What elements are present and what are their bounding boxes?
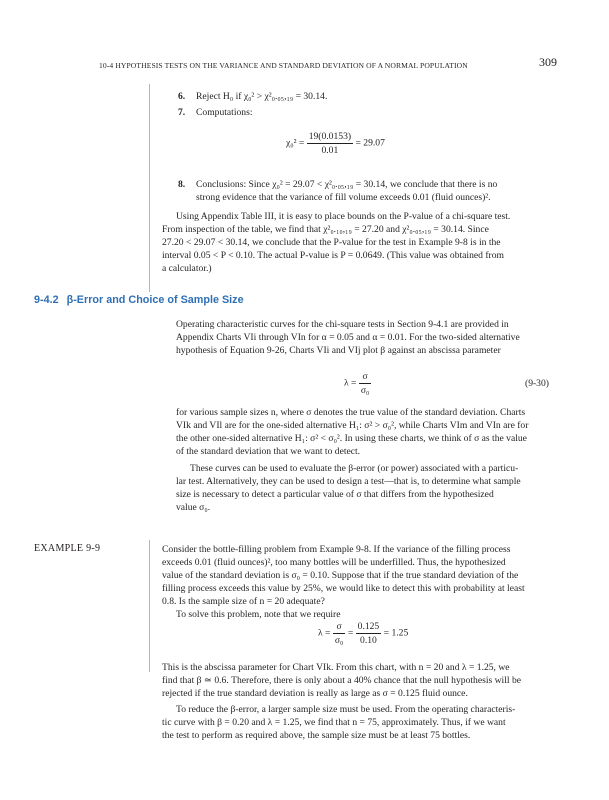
- fraction: [356, 620, 382, 647]
- text-line: From inspection of the table, we find that χ²₀.₁₀,₁₉ = 27.20 and χ²₀.₀₅,₁₉ = 30.14. Since: [162, 224, 489, 235]
- equation-9-30: [344, 370, 371, 397]
- section-title: β-Error and Choice of Sample Size: [66, 294, 244, 306]
- fraction-numerator: 19(0.0153): [308, 131, 352, 142]
- fraction: [359, 370, 372, 397]
- fraction-numerator: 0.125: [357, 621, 380, 632]
- text-line: 27.20 < 29.07 < 30.14, we conclude that the P-value for the test in Example 9-8 is in the: [162, 237, 501, 248]
- equation-equals: =: [347, 627, 354, 639]
- left-margin-rule: [149, 84, 150, 292]
- fraction: [307, 130, 353, 157]
- step-6: [178, 90, 327, 103]
- running-title: 10-4 HYPOTHESIS TESTS ON THE VARIANCE AND STANDARD DEVIATION OF A NORMAL POPULATION: [99, 61, 468, 70]
- equation-rhs: = 29.07: [355, 137, 385, 149]
- text-line: the other one-sided alternative H₁: σ² < σ₀². In using these charts, we think of σ as the value: [176, 433, 527, 444]
- text-line: find that β ≃ 0.6. Therefore, there is only about a 40% chance that the null hypothesis will be: [162, 675, 521, 686]
- text-line: value σ₀.: [176, 502, 211, 513]
- running-header: [99, 57, 557, 71]
- paragraph-sample-sizes: [176, 406, 557, 458]
- text-line: tic curve with β = 0.20 and λ = 1.25, we find that n = 75, approximately. Thus, if we want: [162, 717, 506, 728]
- paragraph-chart-result: [162, 661, 557, 700]
- step-7: [178, 106, 253, 119]
- text-line: exceeds 0.01 (fluid ounces)², too many bottles will be underfilled. Thus, the hypothesized: [162, 557, 506, 568]
- text-line: interval 0.05 < P < 0.10. The actual P-value is P = 0.0649. (This value was obtained from: [162, 250, 505, 261]
- section-heading: [34, 294, 244, 307]
- fraction-denominator: 0.10: [360, 635, 377, 646]
- equation-lhs: χ₀² =: [286, 137, 305, 149]
- section-number: 9-4.2: [34, 294, 59, 306]
- text-line: of the standard deviation that we want to detect.: [176, 446, 361, 457]
- text-line: lar test. Alternatively, they can be used to design a test—that is, to determine what sample: [176, 476, 521, 487]
- text-line: a calculator.): [162, 263, 212, 274]
- text-line: Operating characteristic curves for the chi-square tests in Section 9-4.1 are provided in: [176, 319, 509, 330]
- text-line: value of the standard deviation is σ₀ = 0.10. Suppose that if the true standard deviation of the: [162, 570, 519, 581]
- example-margin-rule: [149, 540, 150, 672]
- example-label: EXAMPLE 9-9: [34, 543, 101, 554]
- text-line: VIk and VIl are for the one-sided alternative H₁: σ² > σ₀², while Charts VIm and VIn are for: [176, 420, 529, 431]
- text-line: Using Appendix Table III, it is easy to place bounds on the P-value of a chi-square test.: [176, 211, 511, 222]
- text-line: To solve this problem, note that we require: [176, 609, 341, 620]
- text-line: These curves can be used to evaluate the β-error (or power) associated with a particu-: [190, 463, 519, 474]
- paragraph-oc-curves: [176, 318, 557, 357]
- equation-rhs: = 1.25: [383, 627, 409, 639]
- step-8-continuation: [196, 191, 491, 204]
- text-line: Appendix Charts VIi through VIn for α = 0.05 and α = 0.01. For the two-sided alternative: [176, 332, 520, 343]
- fraction-denominator: σ₀: [360, 385, 370, 396]
- step-number: 6.: [178, 91, 186, 102]
- equation-lhs: λ =: [318, 627, 331, 639]
- equation-lhs: λ =: [344, 377, 357, 389]
- step-text: Reject H₀ if χ₀² > χ²₀.₀₅,₁₉ = 30.14.: [196, 91, 328, 102]
- fraction-denominator: 0.01: [321, 145, 339, 156]
- text-line: Consider the bottle-filling problem from Example 9-8. If the variance of the filling process: [162, 544, 511, 555]
- equation-chi-square: [286, 130, 385, 157]
- text-line: filling process exceeds this value by 25%, we would like to detect this with probability at least: [162, 583, 525, 594]
- text-line: for various sample sizes n, where σ denotes the true value of the standard deviation. Charts: [176, 407, 526, 418]
- text-line: hypothesis of Equation 9-26, Charts VIi and VIj plot β against an abscissa parameter: [176, 345, 501, 356]
- fraction-numerator: σ: [333, 620, 346, 634]
- equation-number: (9-30): [525, 378, 549, 389]
- fraction: [333, 620, 346, 647]
- text-line: the test to perform as required above, the sample size must be at least 75 bottles.: [162, 730, 471, 741]
- equation-lambda: [318, 620, 408, 647]
- example-body: [162, 543, 557, 621]
- page-number: 309: [539, 55, 557, 69]
- paragraph-beta-error: [176, 462, 557, 514]
- text-line: This is the abscissa parameter for Chart VIk. From this chart, with n = 20 and λ = 1.25, we: [162, 662, 510, 673]
- paragraph-p-value: [162, 210, 557, 275]
- step-text-line: strong evidence that the variance of fill volume exceeds 0.01 (fluid ounces)².: [196, 192, 491, 203]
- text-line: rejected if the true standard deviation is really as large as σ = 0.125 fluid ounce.: [162, 688, 468, 699]
- step-8: [178, 178, 497, 191]
- step-text-line: Conclusions: Since χ₀² = 29.07 < χ²₀.₀₅,₁₉ = 30.14, we conclude that there is no: [196, 179, 498, 190]
- step-number: 7.: [178, 107, 186, 118]
- step-text: Computations:: [196, 107, 253, 118]
- text-line: To reduce the β-error, a larger sample size must be used. From the operating characteris-: [176, 704, 516, 715]
- paragraph-sample-size-result: [162, 703, 557, 742]
- step-number: 8.: [178, 179, 186, 190]
- text-line: size is necessary to detect a particular value of σ that differs from the hypothesized: [176, 489, 494, 500]
- text-line: 0.8. Is the sample size of n = 20 adequate?: [162, 596, 325, 607]
- fraction-numerator: σ: [359, 370, 372, 384]
- fraction-denominator: σ₀: [334, 635, 344, 646]
